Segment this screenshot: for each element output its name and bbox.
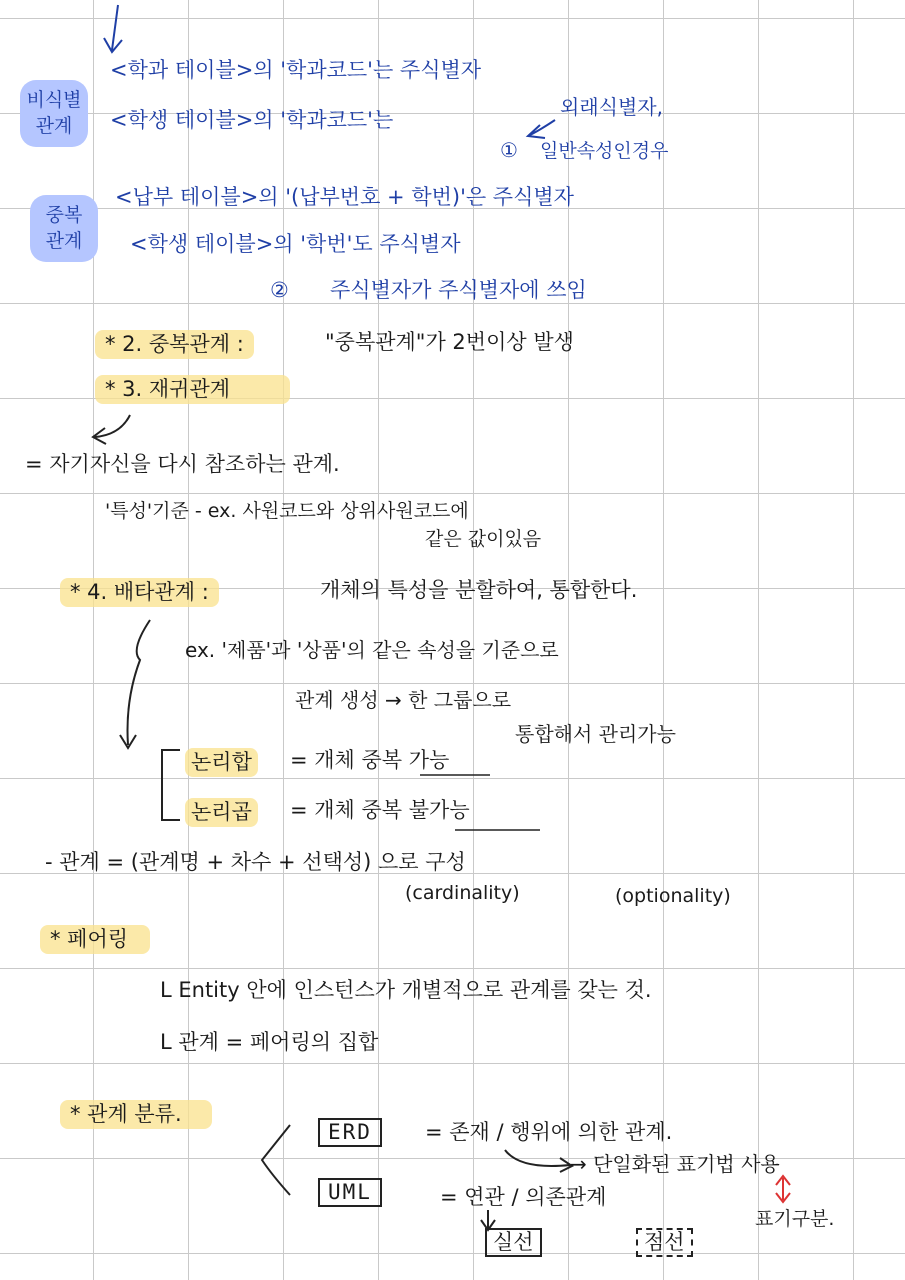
exclusive-brace <box>120 620 150 748</box>
item-3-label: * 3. 재귀관계 <box>95 375 290 404</box>
exclusive-example-3: 통합해서 관리가능 <box>515 722 676 746</box>
top-arrow <box>104 5 122 52</box>
uml-down-arrow <box>481 1210 495 1230</box>
uml-box: UML <box>318 1178 382 1207</box>
non-identifying-badge: 비식별 관계 <box>20 80 88 147</box>
overlap-badge: 중복 관계 <box>30 195 98 262</box>
logic-product-label: 논리곱 <box>185 798 258 827</box>
solid-line-label: 실선 <box>485 1228 542 1257</box>
overlap-note: 주식별자가 주식별자에 쓰임 <box>330 278 587 302</box>
foreign-identifier-note: 외래식별자, <box>560 95 663 119</box>
optionality-label: (optionality) <box>615 885 731 907</box>
item-4-text: 개체의 특성을 분할하여, 통합한다. <box>320 578 638 602</box>
logic-sum-text: = 개체 중복 가능 <box>290 748 450 772</box>
notation-note: 표기구분. <box>755 1208 835 1230</box>
note-mark-2: ② <box>270 278 289 302</box>
relation-definition: - 관계 = (관계명 + 차수 + 선택성) 으로 구성 <box>45 850 466 874</box>
cardinality-label: (cardinality) <box>405 882 520 904</box>
erd-box: ERD <box>318 1118 382 1147</box>
uml-text: = 연관 / 의존관계 <box>440 1185 607 1209</box>
dashed-line-label: 점선 <box>636 1228 693 1257</box>
item-4-label: * 4. 배타관계 : <box>60 578 219 607</box>
item-2-label: * 2. 중복관계 : <box>95 330 254 359</box>
recursive-example-2: 같은 값이있음 <box>425 528 542 550</box>
logic-bracket <box>162 750 180 820</box>
overlap-line-1: <납부 테이블>의 '(납부번호 + 학번)'은 주식별자 <box>115 185 574 209</box>
classification-label: * 관계 분류. <box>60 1100 212 1129</box>
exclusive-example-1: ex. '제품'과 '상품'의 같은 속성을 기준으로 <box>185 638 559 662</box>
exclusive-example-2: 관계 생성 → 한 그룹으로 <box>295 688 512 712</box>
pairing-label: * 페어링 <box>40 925 150 954</box>
erd-curve-arrow <box>505 1150 572 1172</box>
identifying-line-1: <학과 테이블>의 '학과코드'는 주식별자 <box>110 58 482 82</box>
red-updown-arrow <box>776 1176 790 1202</box>
general-attribute-note: 일반속성인경우 <box>540 140 669 162</box>
recursive-arrow <box>93 415 130 444</box>
foreign-arrow <box>528 120 555 138</box>
pairing-line-2: L 관계 = 페어링의 집합 <box>160 1030 379 1054</box>
item-2-text: "중복관계"가 2번이상 발생 <box>325 330 574 354</box>
identifying-line-2: <학생 테이블>의 '학과코드'는 <box>110 108 394 132</box>
classify-brace <box>262 1125 290 1195</box>
recursive-example: '특성'기준 - ex. 사원코드와 상위사원코드에 <box>105 500 469 522</box>
pairing-line-1: L Entity 안에 인스턴스가 개별적으로 관계를 갖는 것. <box>160 978 652 1002</box>
note-mark-1: ① <box>500 138 518 162</box>
overlap-line-2: <학생 테이블>의 '학번'도 주식별자 <box>130 232 461 256</box>
erd-text: = 존재 / 행위에 의한 관계. <box>425 1120 673 1144</box>
erd-sub: → 단일화된 표기법 사용 <box>570 1152 780 1176</box>
logic-sum-label: 논리합 <box>185 748 258 777</box>
logic-product-text: = 개체 중복 불가능 <box>290 798 470 822</box>
recursive-definition: = 자기자신을 다시 참조하는 관계. <box>25 452 340 476</box>
